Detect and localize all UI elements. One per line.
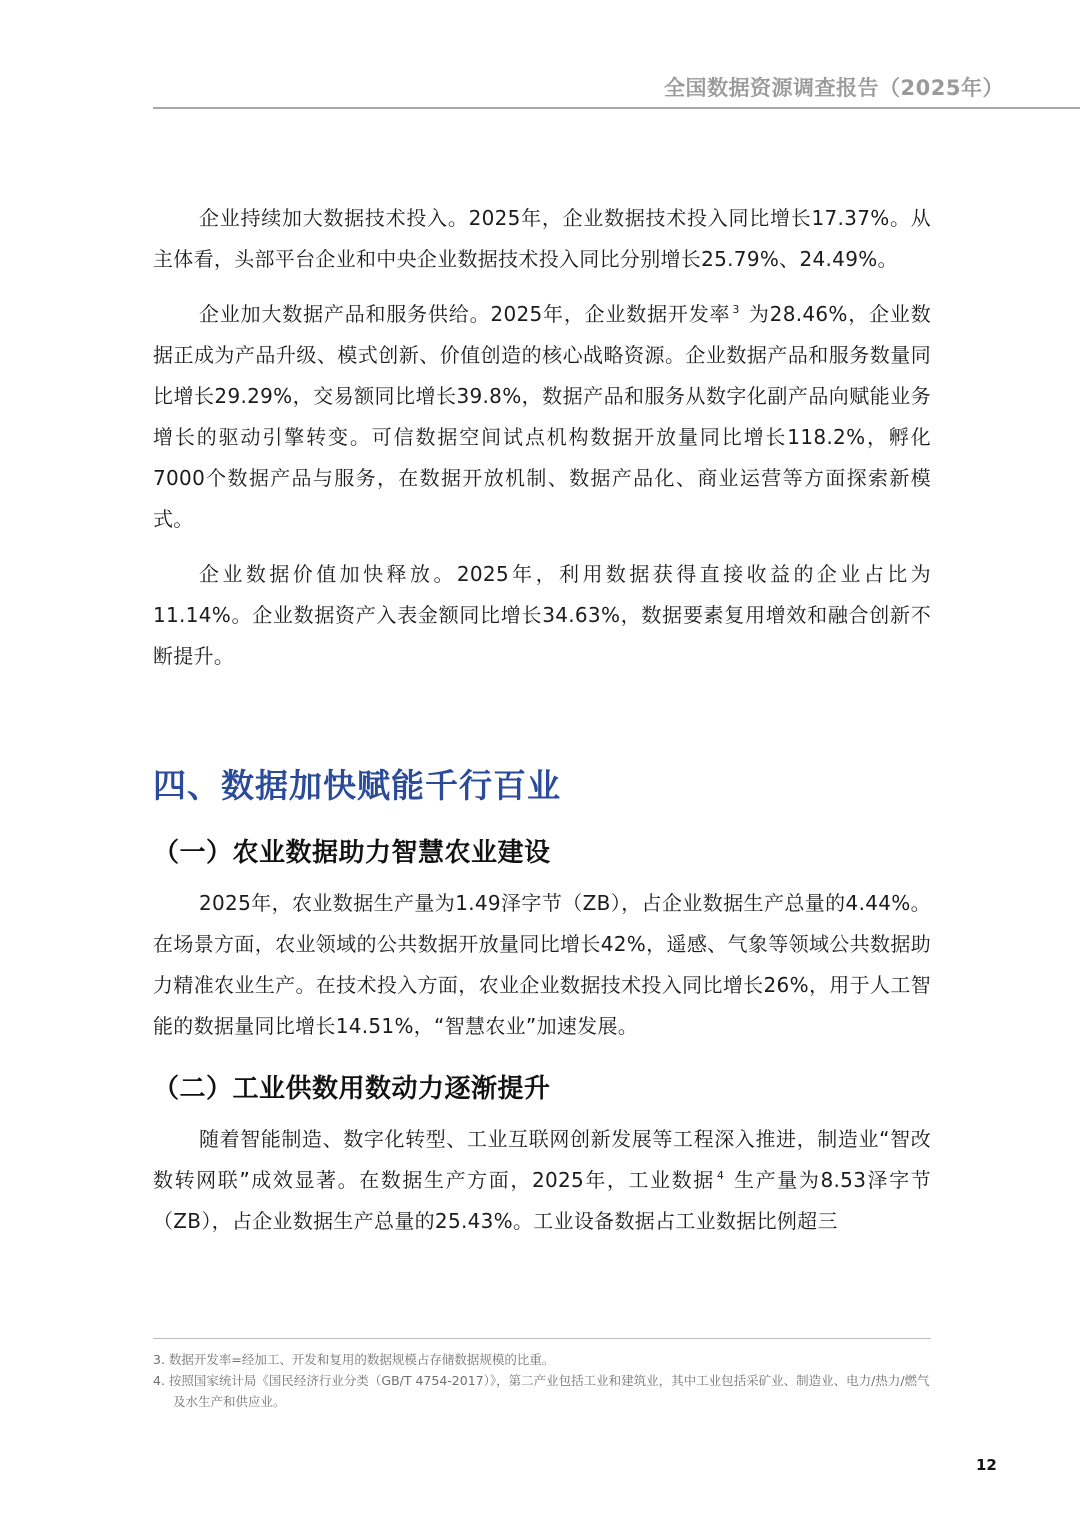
paragraph-agriculture: 2025年，农业数据生产量为1.49泽字节（ZB），占企业数据生产总量的4.44%。在场景方面，农业领域的公共数据开放量同比增长42%，遥感、气象等领域公共数据助力精准农业生产。在技术投入方面，农业企业数据技术投入同比增长26%，用于人工智能的数据量同比增长14.51%，“智慧农业”加速发展。 bbox=[153, 891, 931, 1038]
section-heading: 四、数据加快赋能千行百业 bbox=[153, 766, 561, 805]
page-body bbox=[153, 198, 931, 1256]
footnote-3: 3. 数据开发率=经加工、开发和复用的数据规模占存储数据规模的比重。 bbox=[153, 1352, 555, 1367]
paragraph-text: 生产量为8.53泽字节（ZB），占企业数据生产总量的25.43%。工业设备数据占工业数据比例超三 bbox=[153, 1168, 931, 1233]
paragraph-text: 企业加大数据产品和服务供给。2025年，企业数据开发率 bbox=[199, 302, 731, 326]
footnotes bbox=[153, 1338, 931, 1412]
running-header-title: 全国数据资源调查报告（2025年） bbox=[664, 76, 1004, 100]
paragraph-product-supply bbox=[153, 294, 931, 540]
paragraph-text: 随着智能制造、数字化转型、工业互联网创新发展等工程深入推进，制造业“智改数转网联”成效显著。在数据生产方面，2025年，工业数据 bbox=[153, 1127, 931, 1192]
paragraph-text: 为28.46%，企业数据正成为产品升级、模式创新、价值创造的核心战略资源。企业数据产品和服务数量同比增长29.29%，交易额同比增长39.8%，数据产品和服务从数字化副产品向赋能业务增长的驱动引擎转变。可信数据空间试点机构数据开放量同比增长118.2%，孵化7000个数据产品与服务，在数据开放机制、数据产品化、商业运营等方面探索新模式。 bbox=[153, 302, 931, 531]
footnote-ref-4[interactable]: 4 bbox=[716, 1169, 725, 1183]
subsection-heading-agriculture: （一）农业数据助力智慧农业建设 bbox=[153, 838, 551, 868]
footnote-4: 4. 按照国家统计局《国民经济行业分类（GB/T 4754-2017）》，第二产业包括工业和建筑业，其中工业包括采矿业、制造业、电力/热力/燃气及水生产和供应业。 bbox=[153, 1373, 930, 1409]
paragraph-value-release: 企业数据价值加快释放。2025年，利用数据获得直接收益的企业占比为11.14%。企业数据资产入表金额同比增长34.63%，数据要素复用增效和融合创新不断提升。 bbox=[153, 562, 931, 668]
header-divider bbox=[153, 107, 1080, 109]
paragraph-industry bbox=[153, 1119, 931, 1242]
paragraph-tech-investment: 企业持续加大数据技术投入。2025年，企业数据技术投入同比增长17.37%。从主体看，头部平台企业和中央企业数据技术投入同比分别增长25.79%、24.49%。 bbox=[153, 206, 931, 271]
footnote-divider bbox=[153, 1338, 931, 1339]
footnote-ref-3[interactable]: 3 bbox=[732, 303, 740, 317]
subsection-heading-industry: （二）工业供数用数动力逐渐提升 bbox=[153, 1074, 551, 1104]
page-number: 12 bbox=[976, 1456, 997, 1474]
